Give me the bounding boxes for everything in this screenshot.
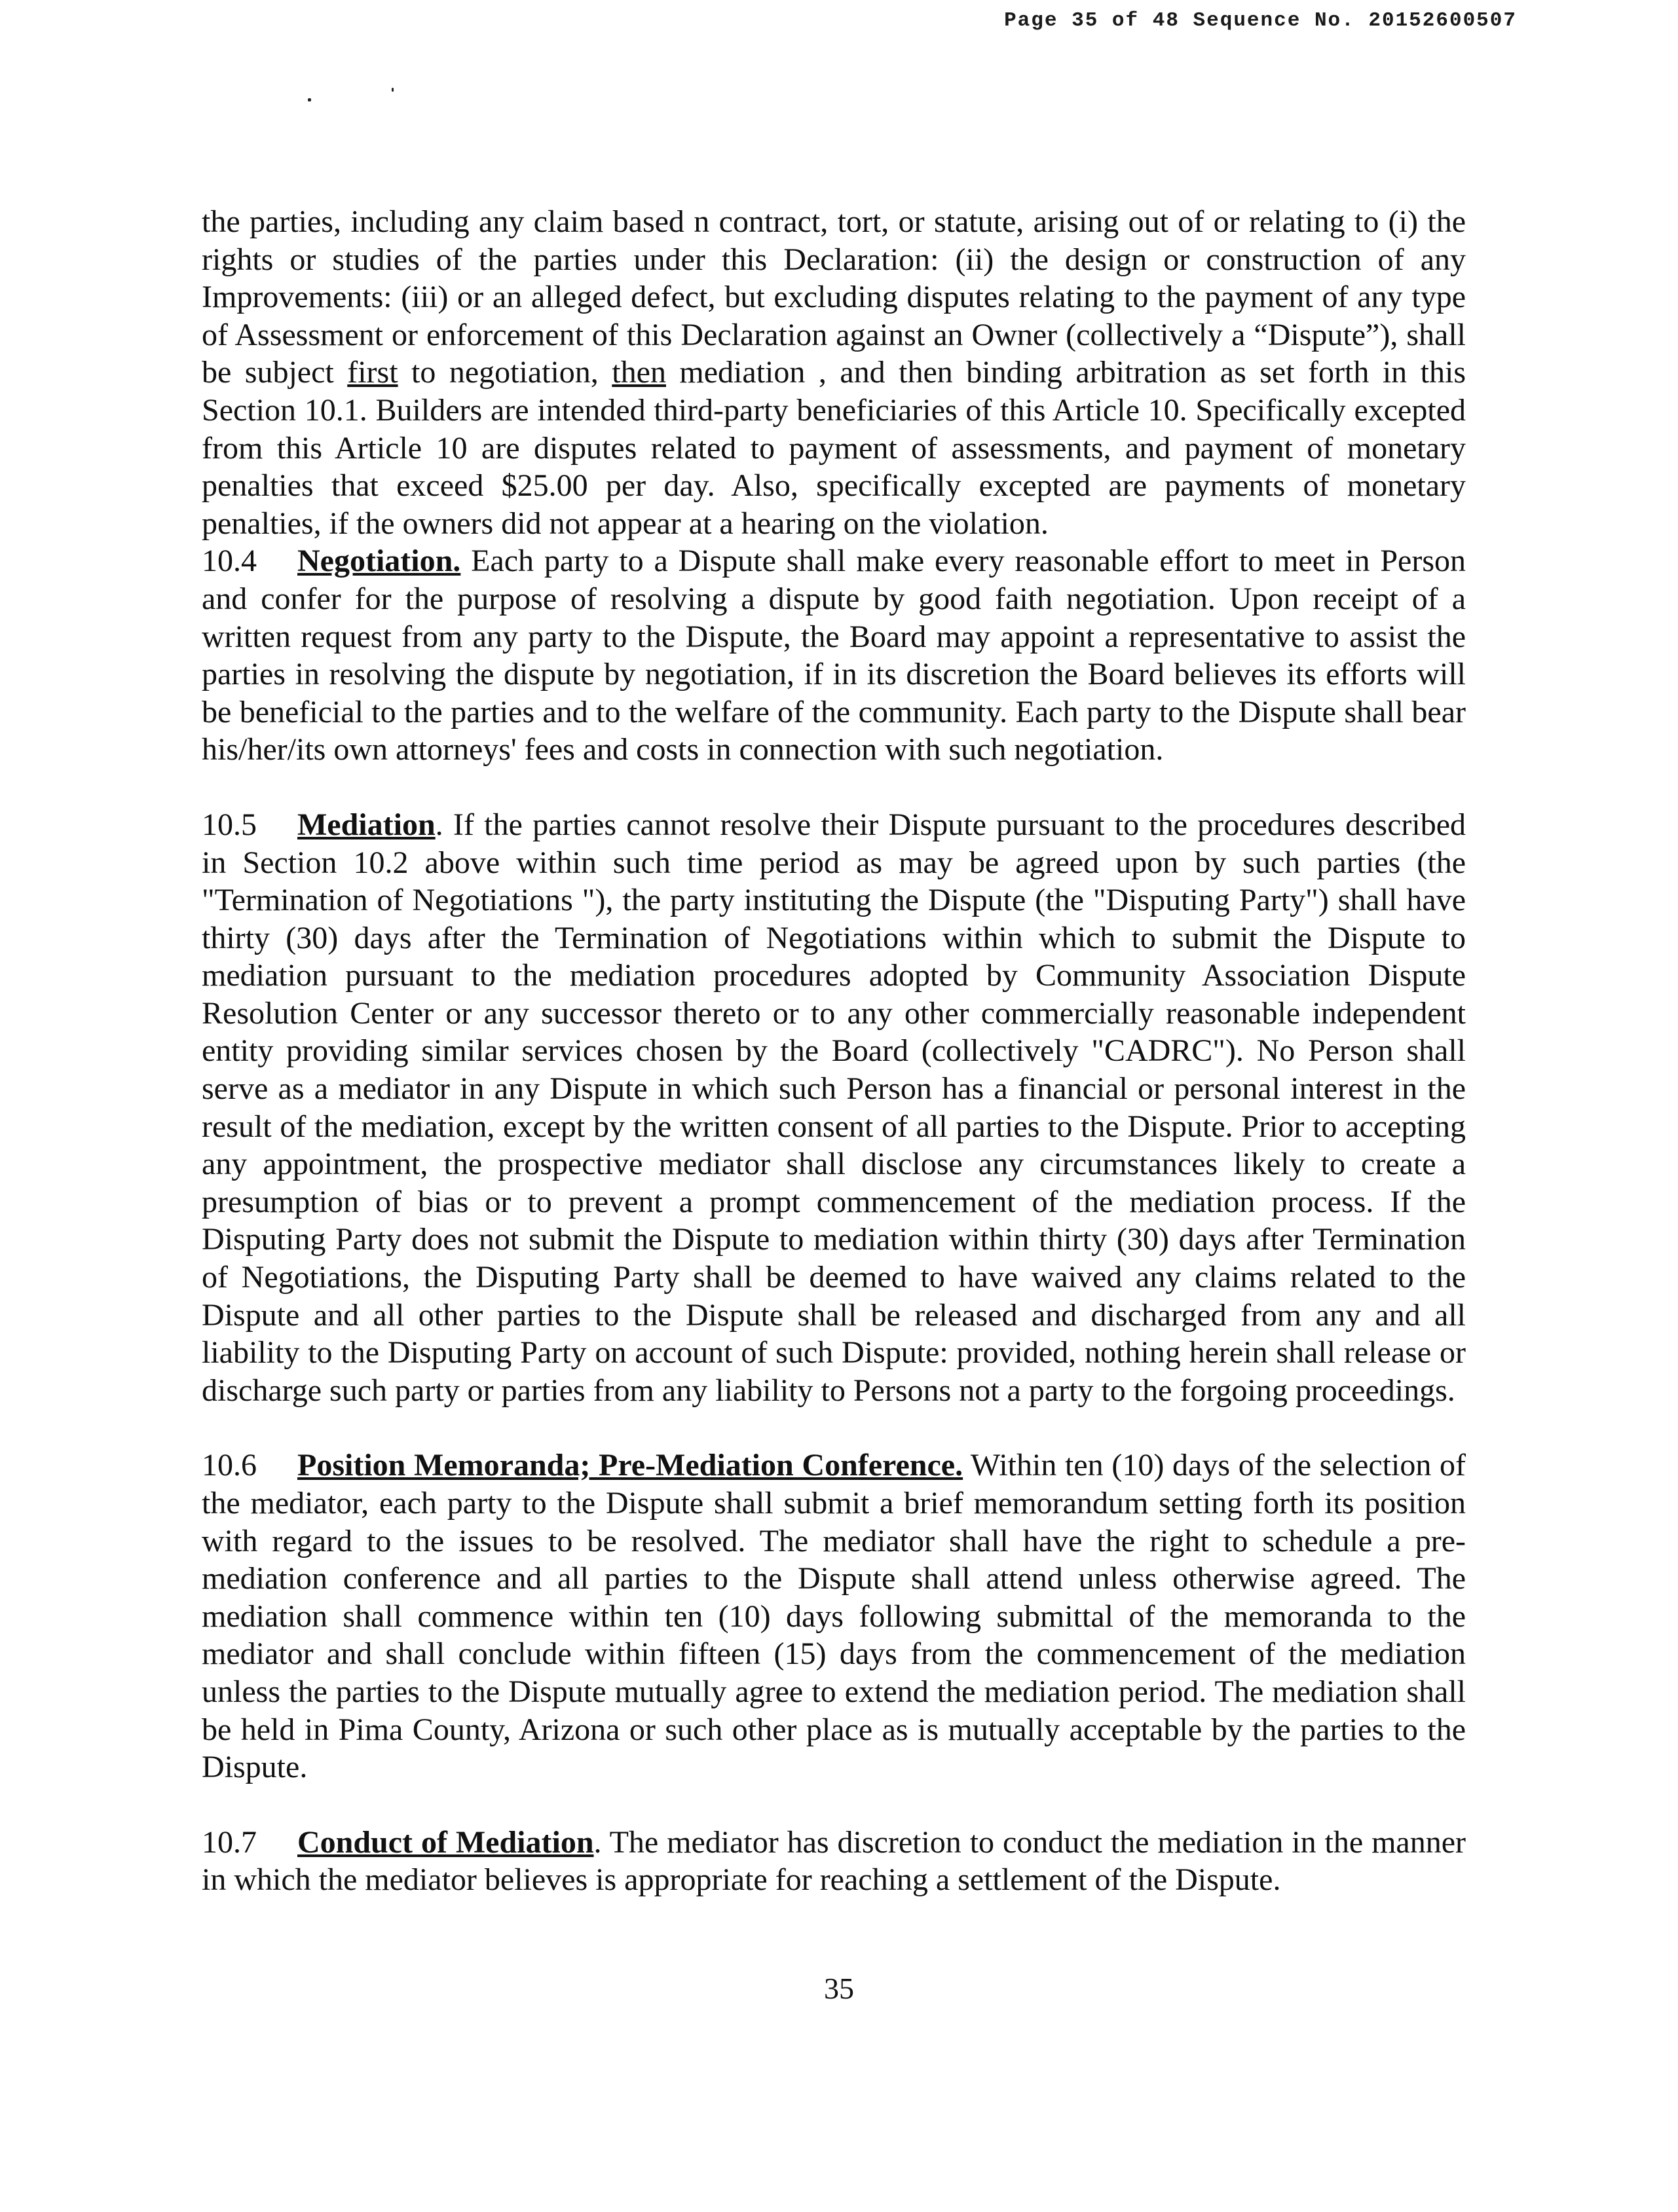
paragraph-text: mediation , and then binding arbitration as set forth in this Section 10.1. Builders are intended third-party beneficiaries of this Article 10. Specifically excepted from this Article 10 are disputes related to payment of assessments, and payment of monetary penalties that exceed $25.00 per day. Also, specifically excepted are payments of monetary penalties, if the owners did not appear at a hearing on the violation.: [202, 355, 1466, 541]
section-text: . If the parties cannot resolve their Dispute pursuant to the procedures described in Section 10.2 above within such time period as may be agreed upon by such parties (the "Termination of Negotiations "), the party instituting the Dispute (the "Disputing Party") shall have thirty (30) days after the Termination of Negotiations within which to submit the Dispute to mediation pursuant to the mediation procedures adopted by Community Association Dispute Resolution Center or any successor thereto or to any other commercially reasonable independent entity providing similar services chosen by the Board (collectively "CADRC"). No Person shall serve as a mediator in any Dispute in which such Person has a financial or personal interest in the result of the mediation, except by the written consent of all parties to the Dispute. Prior to accepting any appointment, the prospective mediator shall disclose any circumstances likely to create a presumption of bias or to prevent a prompt commencement of the mediation process. If the Disputing Party does not submit the Dispute to mediation within thirty (30) days after Termination of Negotiations, the Disputing Party shall be deemed to have waived any claims related to the Dispute and all other parties to the Dispute shall be released and discharged from any and all liability to the Disputing Party on account of such Dispute: provided, nothing herein shall release or discharge such party or parties from any liability to Persons not a party to the forgoing proceedings.: [202, 807, 1466, 1408]
section-heading: Negotiation.: [297, 544, 461, 579]
section-number: 10.5: [202, 807, 257, 842]
emphasis-then: then: [612, 355, 666, 390]
section-10-7: [202, 1824, 1466, 1899]
section-text: Within ten (10) days of the selection of the mediator, each party to the Dispute shall submit a brief memorandum setting forth its position with regard to the issues to be resolved. The mediator shall have the right to schedule a pre-mediation conference and all parties to the Dispute shall attend unless otherwise agreed. The mediation shall commence within ten (10) days following submittal of the memoranda to the mediator and shall conclude within fifteen (15) days from the commencement of the mediation unless the parties to the Dispute mutually agree to extend the mediation period. The mediation shall be held in Pima County, Arizona or such other place as is mutually acceptable by the parties to the Dispute.: [202, 1448, 1466, 1785]
section-10-6: [202, 1447, 1466, 1786]
section-number: 10.6: [202, 1448, 257, 1483]
document-body: [202, 203, 1466, 1899]
emphasis-first: first: [347, 355, 398, 390]
section-number: 10.4: [202, 544, 257, 579]
page-sequence-header: Page 35 of 48 Sequence No. 20152600507: [1004, 9, 1517, 32]
scan-mark: [308, 98, 311, 101]
scan-mark: [392, 88, 394, 92]
section-heading: Conduct of Mediation: [297, 1824, 594, 1860]
paragraph-text: to negotiation,: [398, 355, 612, 390]
section-10-5: [202, 806, 1466, 1410]
section-text: Each party to a Dispute shall make every reasonable effort to meet in Person and confer for the purpose of resolving a dispute by good faith negotiation. Upon receipt of a written request from any party to the Dispute, the Board may appoint a representative to assist the parties in resolving the dispute by negotiation, if in its discretion the Board believes its efforts will be beneficial to the parties and to the welfare of the community. Each party to the Dispute shall bear his/her/its own attorneys' fees and costs in connection with such negotiation.: [202, 544, 1466, 767]
section-heading: Position Memoranda; Pre-Mediation Conference.: [297, 1448, 963, 1483]
section-number: 10.7: [202, 1824, 257, 1860]
section-10-4: [202, 542, 1466, 769]
section-heading: Mediation: [297, 807, 436, 842]
page-number: 35: [824, 1972, 854, 2005]
continuation-paragraph: [202, 203, 1466, 542]
paragraph-text: the parties, including any claim based n contract, tort, or statute, arising out of or relating to (i) the rights or studies of the parties under this Declaration: (ii) the design or construction of any Improvements: (iii) or an alleged defect, but excluding disputes relating to the payment of any type of Assessment or enforcement of this Declaration against an Owner (collectively a “Dispute”), shall be subject: [202, 204, 1466, 390]
section-text: . The mediator has discretion to conduct the mediation in the manner in which the mediator believes is appropriate for reaching a settlement of the Dispute.: [202, 1824, 1466, 1898]
